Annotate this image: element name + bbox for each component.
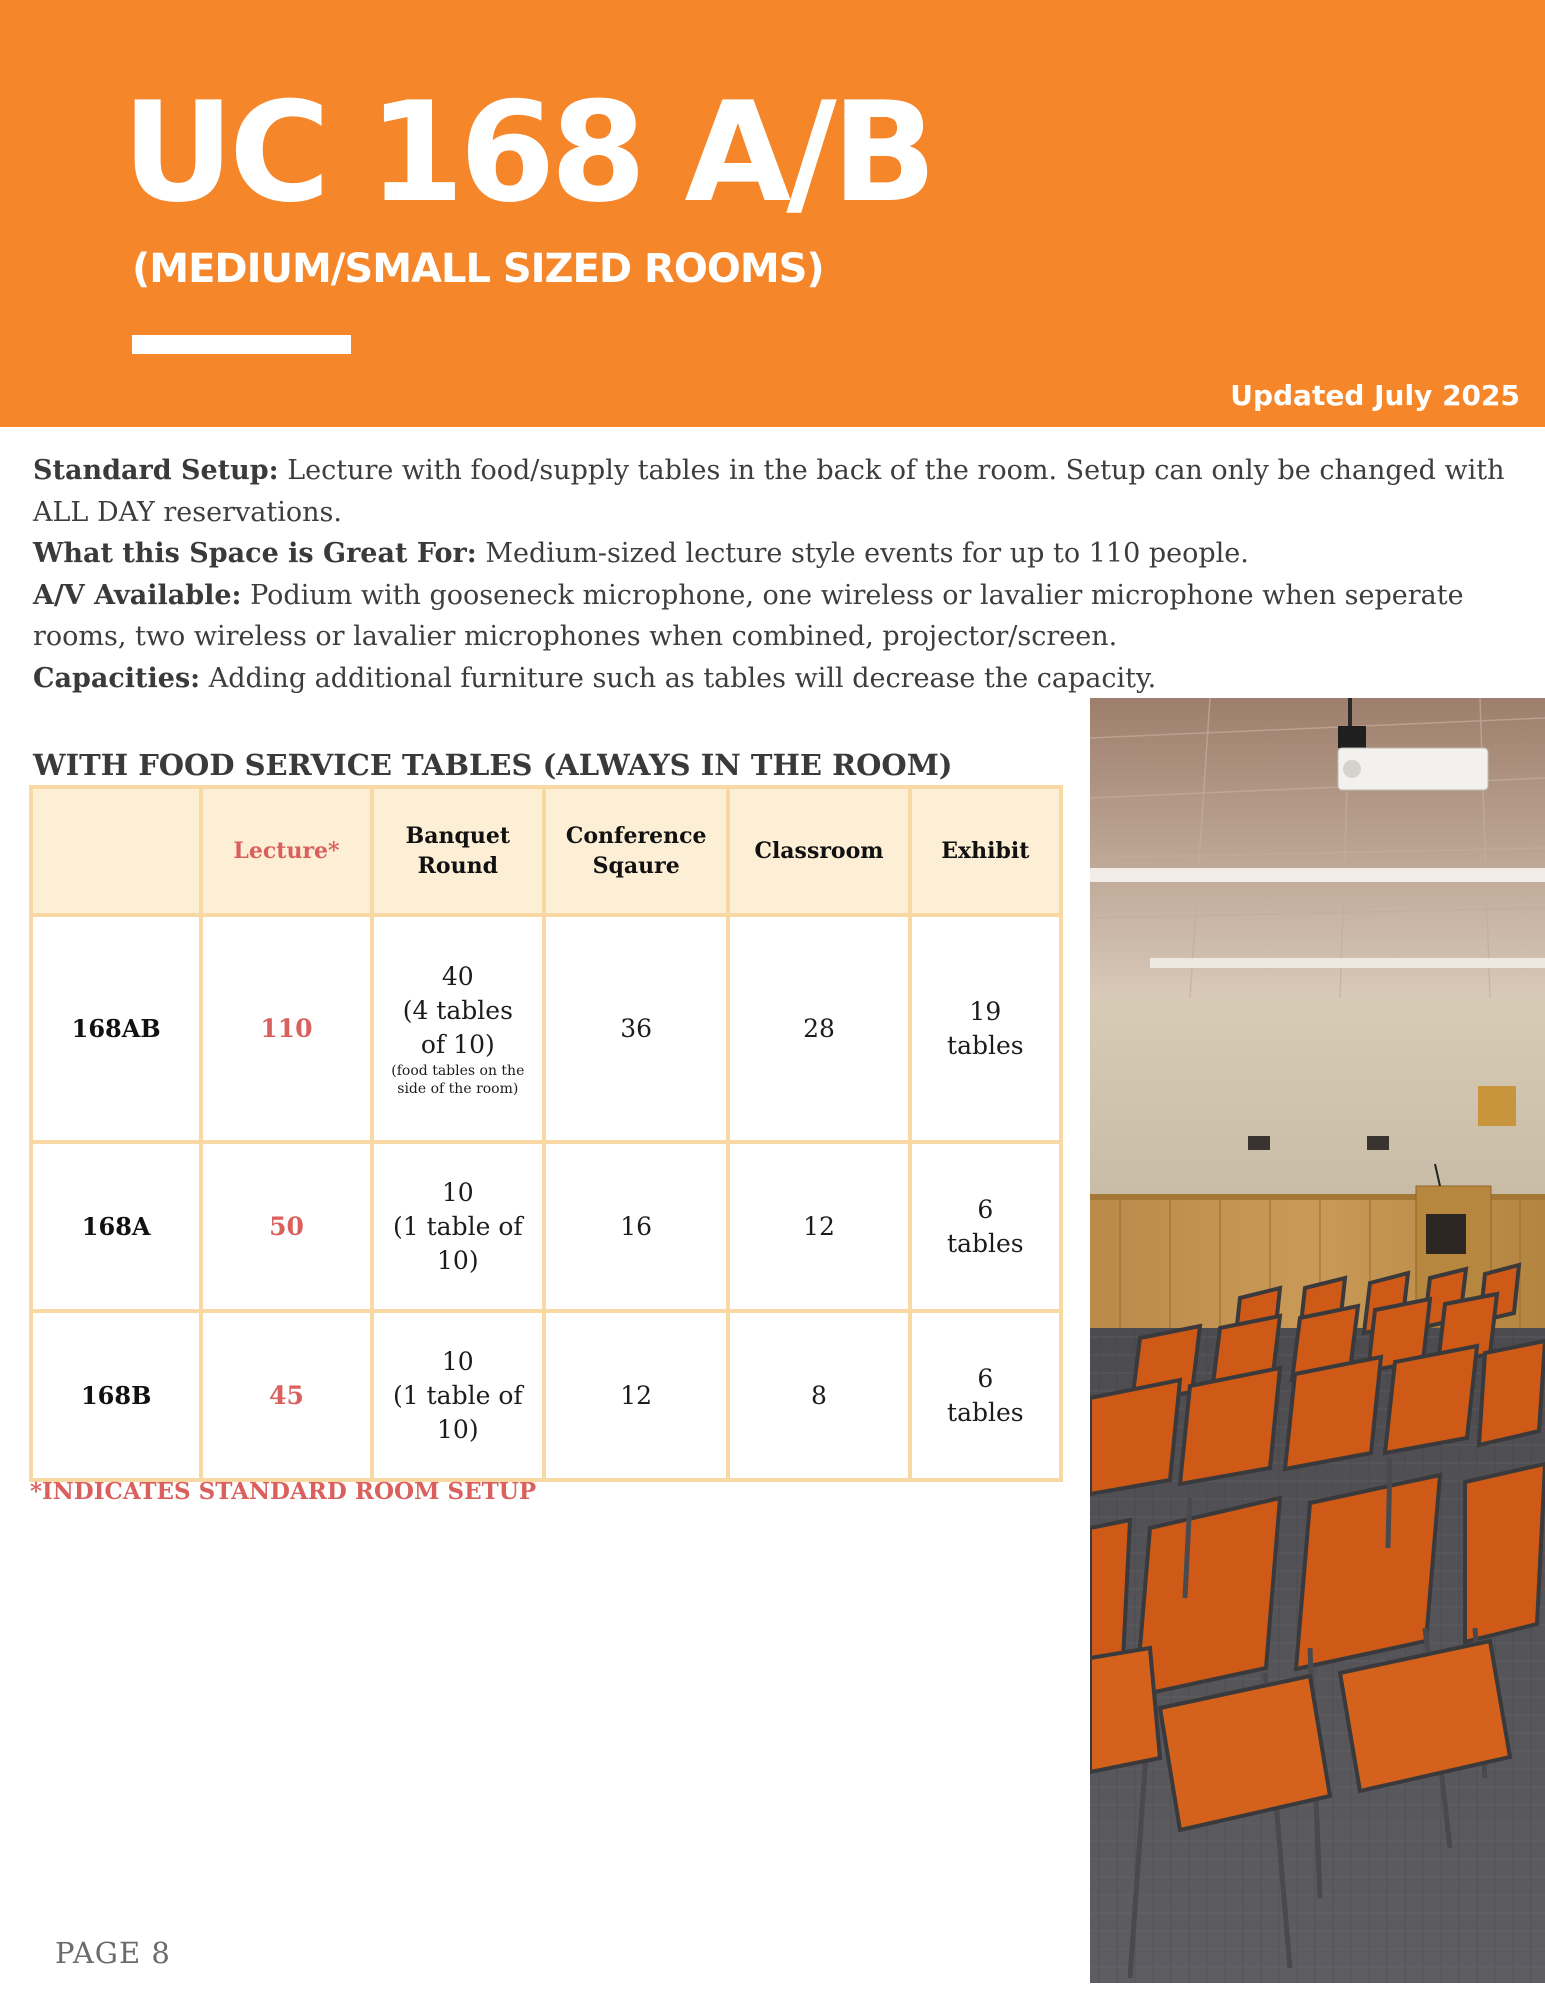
- header-classroom: Classroom: [728, 787, 909, 915]
- updated-date: Updated July 2025: [1230, 379, 1520, 412]
- exhibit-value: 19: [969, 996, 1002, 1026]
- banquet-value: 10: [441, 1346, 474, 1376]
- table-heading: WITH FOOD SERVICE TABLES (ALWAYS IN THE ROOM): [33, 748, 953, 782]
- standard-setup-text: Lecture with food/supply tables in the back of the room. Setup can only be changed with ALL DAY reservations.: [33, 455, 1505, 528]
- capacities-text: Adding additional furniture such as tables will decrease the capacity.: [200, 662, 1157, 694]
- table-row: [31, 915, 1061, 1142]
- wall: [1090, 998, 1545, 1198]
- wall-plaque: [1478, 1086, 1516, 1126]
- room-info: [33, 450, 1513, 699]
- lecture-capacity: 110: [201, 915, 371, 1142]
- banquet-capacity: [372, 1142, 544, 1311]
- great-for-text: Medium-sized lecture style events for up to 110 people.: [476, 538, 1249, 569]
- exhibit-capacity: [910, 1142, 1061, 1311]
- conference-capacity: 12: [544, 1311, 728, 1480]
- exhibit-value: 6: [977, 1363, 994, 1393]
- title-underline: [132, 335, 351, 354]
- classroom-capacity: 28: [728, 915, 909, 1142]
- header-conference-line2: Sqaure: [592, 853, 680, 879]
- table-header-row: [31, 787, 1061, 915]
- header-banner: [0, 0, 1545, 427]
- page-subtitle: (MEDIUM/SMALL SIZED ROOMS): [132, 246, 824, 292]
- banquet-note: (food tables on the side of the room): [391, 1062, 525, 1097]
- classroom-capacity: 8: [728, 1311, 909, 1480]
- capacity-table: [29, 785, 1063, 1482]
- lecture-capacity: 50: [201, 1142, 371, 1311]
- standard-setup-footnote: *INDICATES STANDARD ROOM SETUP: [30, 1478, 537, 1505]
- header-conference-line1: Conference: [565, 823, 707, 849]
- banquet-detail-2: of 10): [420, 1029, 495, 1059]
- banquet-detail: (1 table of: [393, 1211, 523, 1241]
- exhibit-unit: tables: [947, 1030, 1024, 1060]
- exhibit-unit: tables: [947, 1397, 1024, 1427]
- room-name: 168B: [31, 1311, 201, 1480]
- capacities-line: [33, 658, 1513, 700]
- conference-room-photo: [1090, 698, 1545, 1983]
- header-room: [31, 787, 201, 915]
- banquet-value: 10: [441, 1177, 474, 1207]
- header-exhibit: Exhibit: [910, 787, 1061, 915]
- conference-capacity: 16: [544, 1142, 728, 1311]
- banquet-capacity: [372, 1311, 544, 1480]
- room-photo-illustration: [1090, 698, 1545, 1983]
- ceiling-light: [1090, 868, 1545, 882]
- banquet-detail-2: 10): [437, 1414, 479, 1444]
- banquet-detail: (1 table of: [393, 1380, 523, 1410]
- banquet-value: 40: [441, 961, 474, 991]
- header-banquet: [372, 787, 544, 915]
- exhibit-capacity: [910, 915, 1061, 1142]
- av-label: A/V Available:: [33, 579, 242, 611]
- banquet-detail-2: 10): [437, 1245, 479, 1275]
- lecture-capacity: 45: [201, 1311, 371, 1480]
- header-conference: [544, 787, 728, 915]
- header-lecture: Lecture*: [201, 787, 371, 915]
- table-row: [31, 1311, 1061, 1480]
- page-title: UC 168 A/B: [122, 72, 932, 233]
- light-fixture: [1150, 958, 1545, 968]
- great-for-line: [33, 533, 1513, 575]
- conference-capacity: 36: [544, 915, 728, 1142]
- exhibit-unit: tables: [947, 1228, 1024, 1258]
- room-name: 168AB: [31, 915, 201, 1142]
- room-name: 168A: [31, 1142, 201, 1311]
- page-number: PAGE 8: [55, 1936, 171, 1970]
- table-row: [31, 1142, 1061, 1311]
- header-banquet-line1: Banquet: [405, 823, 511, 849]
- ceiling: [1090, 698, 1545, 998]
- great-for-label: What this Space is Great For:: [33, 538, 477, 569]
- exhibit-value: 6: [977, 1194, 994, 1224]
- exhibit-capacity: [910, 1311, 1061, 1480]
- capacities-label: Capacities:: [33, 662, 201, 694]
- standard-setup-line: [33, 450, 1513, 533]
- av-text: Podium with gooseneck microphone, one wireless or lavalier microphone when seperate rooms, two wireless or lavalier microphones when combined, projector/screen.: [33, 579, 1464, 652]
- banquet-capacity: [372, 915, 544, 1142]
- standard-setup-label: Standard Setup:: [33, 455, 279, 486]
- banquet-detail: (4 tables: [402, 995, 513, 1025]
- classroom-capacity: 12: [728, 1142, 909, 1311]
- header-banquet-line2: Round: [417, 853, 498, 879]
- av-line: [33, 575, 1513, 658]
